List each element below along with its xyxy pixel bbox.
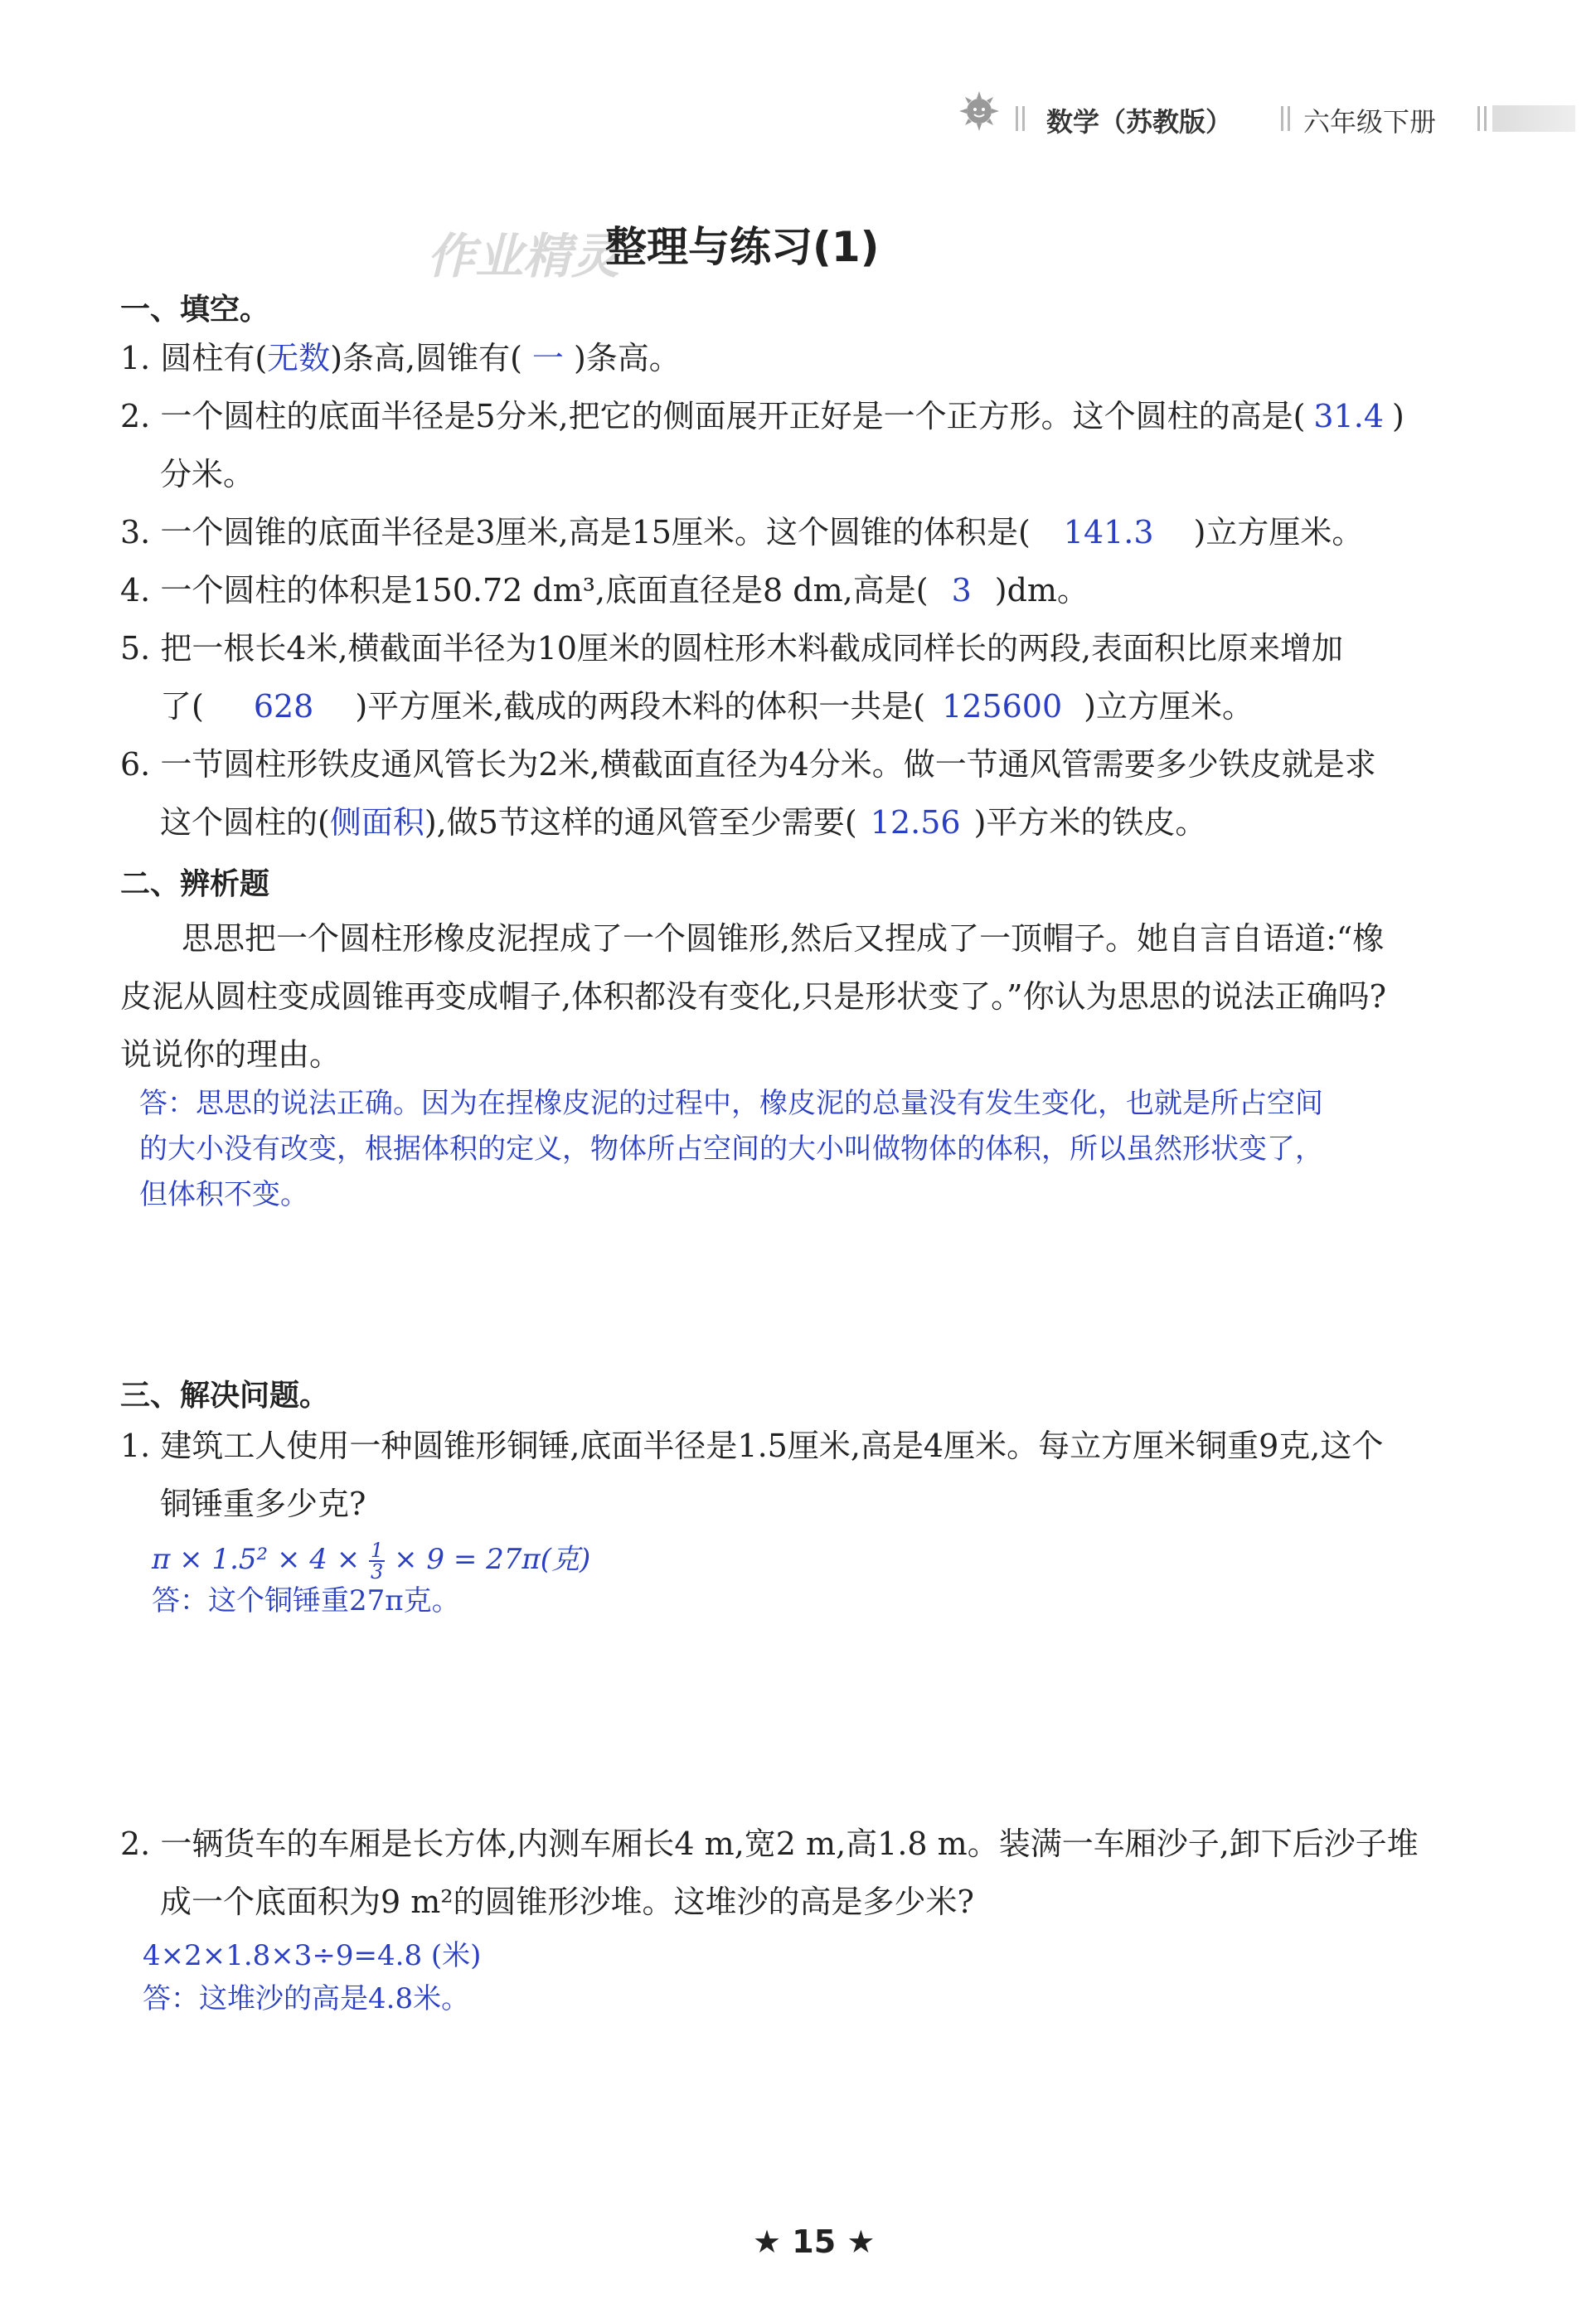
section2-answer-line1: 答：思思的说法正确。因为在捏橡皮泥的过程中，橡皮泥的总量没有发生变化，也就是所占空间 bbox=[139, 1087, 1323, 1120]
mascot-logo-icon bbox=[958, 90, 1001, 136]
s3-q2-answer: 答：这堆沙的高是4.8米。 bbox=[143, 1982, 470, 2015]
one-third-fraction: $\frac{1}{3}$ bbox=[371, 1539, 384, 1583]
q6-answer-1: 侧面积 bbox=[329, 804, 424, 841]
s3-q1-answer: 答：这个铜锤重27π克。 bbox=[152, 1584, 460, 1617]
q5-line1: 5. 把一根长4米,横截面半径为10厘米的圆柱形木料截成同样长的两段,表面积比原来增加 bbox=[120, 630, 1344, 667]
q3-line: 3. 一个圆锥的底面半径是3厘米,高是15厘米。这个圆锥的体积是( 141.3 )立方厘米。 bbox=[120, 514, 1364, 550]
s3-q2-line1: 2. 一辆货车的车厢是长方体,内测车厢长4 m,宽2 m,高1.8 m。装满一车厢沙子,卸下后沙子堆 bbox=[120, 1826, 1419, 1862]
q2-line1: 2. 一个圆柱的底面半径是5分米,把它的侧面展开正好是一个正方形。这个圆柱的高是( 31.4 ) bbox=[120, 398, 1404, 434]
section1-heading: 一、填空。 bbox=[120, 293, 270, 327]
s3-q1-line2: 铜锤重多少克? bbox=[160, 1486, 366, 1522]
q2-line2: 分米。 bbox=[160, 456, 255, 492]
section2-answer-line2: 的大小没有改变，根据体积的定义，物体所占空间的大小叫做物体的体积，所以虽然形状变了， bbox=[139, 1132, 1323, 1166]
section2-para-line3: 说说你的理由。 bbox=[120, 1036, 342, 1073]
header-subject: 数学（苏教版） bbox=[1046, 106, 1233, 138]
q5-answer-2: 125600 bbox=[942, 688, 1063, 725]
header-gray-bar bbox=[1492, 105, 1575, 132]
q1-line: 1. 圆柱有(无数)条高,圆锥有( 一 )条高。 bbox=[120, 340, 681, 376]
header-divider-right bbox=[1477, 106, 1491, 131]
section2-para-line2: 皮泥从圆柱变成圆锥再变成帽子,体积都没有变化,只是形状变了。”你认为思思的说法正确吗? bbox=[120, 978, 1386, 1015]
q3-answer: 141.3 bbox=[1063, 514, 1154, 550]
s3-q1-line1: 1. 建筑工人使用一种圆锥形铜锤,底面半径是1.5厘米,高是4厘米。每立方厘米铜重9克,这个 bbox=[120, 1428, 1384, 1464]
q6-line2: 这个圆柱的(侧面积),做5节这样的通风管至少需要( 12.56 )平方米的铁皮。 bbox=[160, 804, 1207, 841]
q5-line2: 了( 628 )平方厘米,截成的两段木料的体积一共是( 125600 )立方厘米。 bbox=[160, 688, 1254, 725]
s3-q2-calculation: 4×2×1.8×3÷9=4.8 (米) bbox=[143, 1939, 482, 1972]
q4-line: 4. 一个圆柱的体积是150.72 dm³,底面直径是8 dm,高是( 3 )dm。 bbox=[120, 572, 1089, 609]
section2-answer-line3: 但体积不变。 bbox=[139, 1178, 308, 1211]
section2-heading: 二、辨析题 bbox=[120, 867, 270, 901]
section2-para-line1: 思思把一个圆柱形橡皮泥捏成了一个圆锥形,然后又捏成了一顶帽子。她自言自语道:“橡 bbox=[182, 920, 1385, 957]
page-number: ★ 15 ★ bbox=[753, 2223, 876, 2260]
q1-answer-2: 一 bbox=[531, 340, 564, 376]
header-grade: 六年级下册 bbox=[1303, 106, 1437, 138]
q6-line1: 6. 一节圆柱形铁皮通风管长为2米,横截面直径为4分米。做一节通风管需要多少铁皮就是求 bbox=[120, 746, 1376, 783]
section3-heading: 三、解决问题。 bbox=[120, 1379, 330, 1413]
q5-answer-1: 628 bbox=[253, 688, 314, 725]
header-divider-mid bbox=[1281, 106, 1294, 131]
header-divider-left bbox=[1016, 106, 1029, 131]
q2-answer: 31.4 bbox=[1313, 398, 1385, 434]
s3-q1-calculation: π × 1.5² × 4 × $\frac{1}{3}$ × 9 = 27π(克) bbox=[152, 1539, 591, 1583]
q4-answer: 3 bbox=[951, 572, 972, 609]
page-title: 整理与练习(1) bbox=[605, 223, 880, 271]
watermark: 作业精灵 bbox=[427, 228, 620, 284]
s3-q2-line2: 成一个底面积为9 m²的圆锥形沙堆。这堆沙的高是多少米? bbox=[160, 1884, 974, 1920]
q1-answer-1: 无数 bbox=[267, 340, 331, 376]
q6-answer-2: 12.56 bbox=[870, 804, 961, 841]
